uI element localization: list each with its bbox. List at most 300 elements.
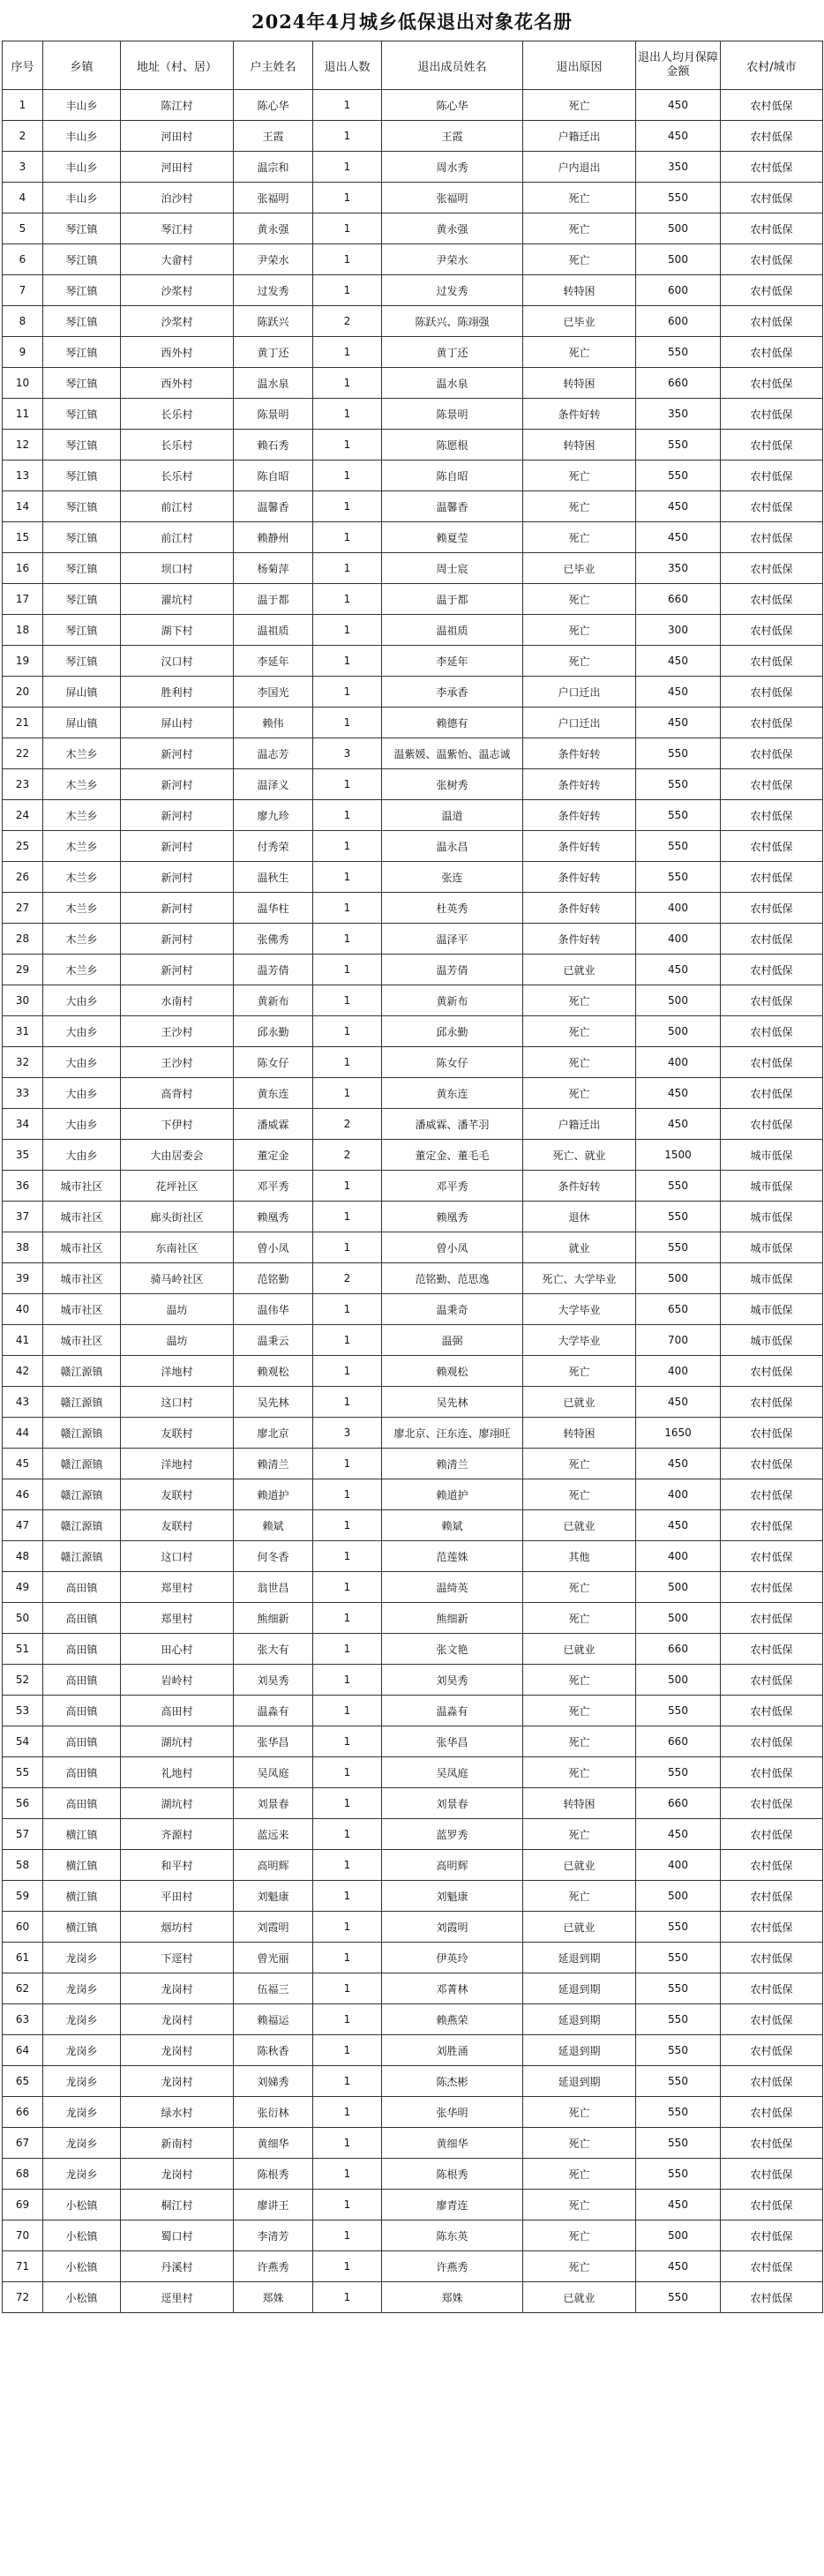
- cell-monthly-amount: 550: [636, 2282, 721, 2313]
- cell-monthly-amount: 500: [636, 244, 721, 275]
- cell-monthly-amount: 550: [636, 2128, 721, 2159]
- cell-exit-reason: 死亡: [523, 213, 636, 244]
- cell-exit-reason: 死亡: [523, 1819, 636, 1850]
- cell-township: 木兰乡: [43, 769, 121, 800]
- cell-township: 琴江镇: [43, 337, 121, 368]
- cell-exit-members: 邓平秀: [382, 1171, 523, 1202]
- cell-exit-count: 1: [313, 90, 382, 121]
- cell-monthly-amount: 450: [636, 708, 721, 738]
- cell-exit-count: 1: [313, 183, 382, 213]
- table-row: [3, 2190, 823, 2220]
- cell-township: 龙岗乡: [43, 2097, 121, 2128]
- cell-exit-count: 1: [313, 769, 382, 800]
- cell-township: 琴江镇: [43, 213, 121, 244]
- table-row: [3, 1881, 823, 1912]
- cell-exit-count: 1: [313, 1232, 382, 1263]
- cell-serial: 62: [3, 1973, 43, 2004]
- cell-exit-members: 温绮英: [382, 1572, 523, 1603]
- cell-rural-urban: 农村低保: [721, 2035, 823, 2066]
- cell-exit-count: 1: [313, 2220, 382, 2251]
- table-row: [3, 522, 823, 553]
- cell-rural-urban: 农村低保: [721, 491, 823, 522]
- header-exit-members: 退出成员姓名: [382, 41, 523, 90]
- cell-monthly-amount: 550: [636, 1943, 721, 1973]
- cell-household-head: 温祖质: [234, 615, 313, 646]
- cell-exit-count: 1: [313, 1912, 382, 1943]
- cell-address: 逕里村: [121, 2282, 234, 2313]
- cell-exit-members: 黄东连: [382, 1078, 523, 1109]
- cell-exit-reason: 大学毕业: [523, 1325, 636, 1356]
- cell-township: 琴江镇: [43, 275, 121, 306]
- cell-household-head: 曾小凤: [234, 1232, 313, 1263]
- cell-township: 高田镇: [43, 1788, 121, 1819]
- cell-exit-reason: 其他: [523, 1541, 636, 1572]
- cell-household-head: 杨菊萍: [234, 553, 313, 584]
- cell-household-head: 黄新布: [234, 985, 313, 1016]
- cell-rural-urban: 农村低保: [721, 1387, 823, 1418]
- cell-exit-reason: 死亡: [523, 2251, 636, 2282]
- cell-township: 龙岗乡: [43, 2159, 121, 2190]
- table-row: [3, 1078, 823, 1109]
- table-row: [3, 121, 823, 152]
- table-row: [3, 1387, 823, 1418]
- table-row: [3, 1047, 823, 1078]
- cell-township: 横江镇: [43, 1912, 121, 1943]
- cell-monthly-amount: 500: [636, 1016, 721, 1047]
- cell-address: 烟坊村: [121, 1912, 234, 1943]
- cell-exit-members: 赖夏莹: [382, 522, 523, 553]
- cell-serial: 71: [3, 2251, 43, 2282]
- cell-township: 琴江镇: [43, 306, 121, 337]
- cell-exit-count: 1: [313, 1541, 382, 1572]
- cell-exit-members: 范铭勤、范思逸: [382, 1263, 523, 1294]
- table-row: [3, 1726, 823, 1757]
- table-row: [3, 1634, 823, 1665]
- cell-household-head: 赖静州: [234, 522, 313, 553]
- cell-monthly-amount: 660: [636, 1634, 721, 1665]
- cell-exit-count: 1: [313, 1510, 382, 1541]
- cell-exit-reason: 死亡: [523, 491, 636, 522]
- cell-address: 高背村: [121, 1078, 234, 1109]
- cell-exit-members: 温于都: [382, 584, 523, 615]
- cell-township: 木兰乡: [43, 955, 121, 985]
- cell-exit-members: 赖道护: [382, 1479, 523, 1510]
- cell-exit-count: 1: [313, 2251, 382, 2282]
- cell-serial: 6: [3, 244, 43, 275]
- cell-rural-urban: 农村低保: [721, 522, 823, 553]
- table-row: [3, 1325, 823, 1356]
- cell-household-head: 温淼有: [234, 1696, 313, 1726]
- cell-rural-urban: 农村低保: [721, 461, 823, 491]
- cell-exit-reason: 已就业: [523, 955, 636, 985]
- cell-serial: 24: [3, 800, 43, 831]
- cell-township: 高田镇: [43, 1572, 121, 1603]
- cell-rural-urban: 城市低保: [721, 1294, 823, 1325]
- cell-household-head: 温泽义: [234, 769, 313, 800]
- cell-address: 王沙村: [121, 1016, 234, 1047]
- cell-serial: 25: [3, 831, 43, 862]
- cell-exit-count: 1: [313, 2159, 382, 2190]
- table-row: [3, 183, 823, 213]
- cell-rural-urban: 农村低保: [721, 1696, 823, 1726]
- cell-exit-count: 1: [313, 1943, 382, 1973]
- cell-household-head: 郑姝: [234, 2282, 313, 2313]
- cell-address: 桐江村: [121, 2190, 234, 2220]
- cell-exit-reason: 死亡: [523, 985, 636, 1016]
- cell-exit-count: 1: [313, 893, 382, 924]
- cell-township: 丰山乡: [43, 183, 121, 213]
- cell-serial: 18: [3, 615, 43, 646]
- cell-household-head: 王霞: [234, 121, 313, 152]
- cell-rural-urban: 农村低保: [721, 708, 823, 738]
- cell-exit-count: 1: [313, 1973, 382, 2004]
- cell-exit-count: 1: [313, 275, 382, 306]
- cell-exit-count: 1: [313, 2066, 382, 2097]
- cell-township: 城市社区: [43, 1325, 121, 1356]
- cell-monthly-amount: 550: [636, 862, 721, 893]
- cell-township: 城市社区: [43, 1171, 121, 1202]
- table-row: [3, 1819, 823, 1850]
- cell-rural-urban: 农村低保: [721, 1757, 823, 1788]
- cell-exit-count: 1: [313, 1726, 382, 1757]
- cell-address: 泊沙村: [121, 183, 234, 213]
- cell-exit-count: 1: [313, 584, 382, 615]
- cell-exit-reason: 条件好转: [523, 831, 636, 862]
- cell-serial: 41: [3, 1325, 43, 1356]
- cell-exit-members: 吴先林: [382, 1387, 523, 1418]
- cell-exit-count: 1: [313, 213, 382, 244]
- cell-township: 赣江源镇: [43, 1510, 121, 1541]
- cell-rural-urban: 农村低保: [721, 553, 823, 584]
- cell-serial: 39: [3, 1263, 43, 1294]
- cell-exit-members: 温弼: [382, 1325, 523, 1356]
- cell-rural-urban: 农村低保: [721, 738, 823, 769]
- cell-township: 琴江镇: [43, 461, 121, 491]
- cell-household-head: 温宗和: [234, 152, 313, 183]
- cell-address: 新河村: [121, 862, 234, 893]
- cell-rural-urban: 农村低保: [721, 1356, 823, 1387]
- cell-exit-reason: 死亡: [523, 1078, 636, 1109]
- cell-serial: 70: [3, 2220, 43, 2251]
- cell-exit-members: 蓝罗秀: [382, 1819, 523, 1850]
- cell-exit-count: 1: [313, 2004, 382, 2035]
- cell-serial: 42: [3, 1356, 43, 1387]
- cell-township: 屏山镇: [43, 677, 121, 708]
- cell-serial: 66: [3, 2097, 43, 2128]
- cell-township: 屏山镇: [43, 708, 121, 738]
- cell-serial: 50: [3, 1603, 43, 1634]
- cell-address: 屏山村: [121, 708, 234, 738]
- table-row: [3, 738, 823, 769]
- cell-exit-members: 刘魁康: [382, 1881, 523, 1912]
- cell-exit-reason: 已就业: [523, 1510, 636, 1541]
- cell-serial: 64: [3, 2035, 43, 2066]
- cell-address: 温坊: [121, 1294, 234, 1325]
- cell-household-head: 刘景春: [234, 1788, 313, 1819]
- cell-address: 湖下村: [121, 615, 234, 646]
- cell-exit-members: 陈跃兴、陈翊强: [382, 306, 523, 337]
- table-row: [3, 1202, 823, 1232]
- cell-exit-members: 温水泉: [382, 368, 523, 399]
- cell-exit-reason: 死亡: [523, 2190, 636, 2220]
- cell-household-head: 张大有: [234, 1634, 313, 1665]
- cell-serial: 8: [3, 306, 43, 337]
- cell-rural-urban: 农村低保: [721, 1510, 823, 1541]
- cell-exit-members: 赖斌: [382, 1510, 523, 1541]
- table-row: [3, 275, 823, 306]
- cell-rural-urban: 城市低保: [721, 1232, 823, 1263]
- cell-address: 礼地村: [121, 1757, 234, 1788]
- cell-exit-members: 陈心华: [382, 90, 523, 121]
- cell-serial: 34: [3, 1109, 43, 1140]
- table-row: [3, 553, 823, 584]
- cell-township: 龙岗乡: [43, 2035, 121, 2066]
- cell-serial: 27: [3, 893, 43, 924]
- table-row: [3, 831, 823, 862]
- cell-rural-urban: 城市低保: [721, 1325, 823, 1356]
- cell-township: 大由乡: [43, 1140, 121, 1171]
- table-row: [3, 2282, 823, 2313]
- cell-township: 赣江源镇: [43, 1387, 121, 1418]
- cell-exit-reason: 死亡: [523, 2220, 636, 2251]
- cell-exit-members: 邱永勤: [382, 1016, 523, 1047]
- cell-exit-count: 1: [313, 1696, 382, 1726]
- cell-household-head: 黄丁还: [234, 337, 313, 368]
- cell-township: 小松镇: [43, 2282, 121, 2313]
- cell-serial: 59: [3, 1881, 43, 1912]
- cell-address: 郑里村: [121, 1572, 234, 1603]
- cell-monthly-amount: 450: [636, 2190, 721, 2220]
- table-row: [3, 2159, 823, 2190]
- cell-township: 龙岗乡: [43, 2004, 121, 2035]
- cell-exit-reason: 条件好转: [523, 924, 636, 955]
- cell-serial: 35: [3, 1140, 43, 1171]
- cell-rural-urban: 农村低保: [721, 368, 823, 399]
- cell-address: 湖坑村: [121, 1788, 234, 1819]
- cell-monthly-amount: 450: [636, 1387, 721, 1418]
- cell-address: 这口村: [121, 1541, 234, 1572]
- cell-monthly-amount: 550: [636, 337, 721, 368]
- cell-household-head: 邱永勤: [234, 1016, 313, 1047]
- table-row: [3, 1696, 823, 1726]
- cell-exit-members: 陈愿根: [382, 430, 523, 461]
- cell-rural-urban: 农村低保: [721, 1788, 823, 1819]
- cell-township: 木兰乡: [43, 800, 121, 831]
- cell-exit-reason: 死亡、大学毕业: [523, 1263, 636, 1294]
- cell-exit-reason: 延退到期: [523, 1943, 636, 1973]
- cell-address: 坝口村: [121, 553, 234, 584]
- cell-exit-reason: 条件好转: [523, 862, 636, 893]
- cell-household-head: 熊细新: [234, 1603, 313, 1634]
- cell-monthly-amount: 450: [636, 522, 721, 553]
- cell-serial: 56: [3, 1788, 43, 1819]
- table-row: [3, 1973, 823, 2004]
- cell-serial: 44: [3, 1418, 43, 1449]
- cell-exit-reason: 死亡: [523, 183, 636, 213]
- cell-monthly-amount: 450: [636, 1449, 721, 1479]
- cell-township: 木兰乡: [43, 831, 121, 862]
- cell-exit-reason: 延退到期: [523, 1973, 636, 2004]
- table-row: [3, 2097, 823, 2128]
- cell-exit-members: 黄新布: [382, 985, 523, 1016]
- cell-household-head: 廖九珍: [234, 800, 313, 831]
- cell-township: 城市社区: [43, 1263, 121, 1294]
- cell-monthly-amount: 550: [636, 2159, 721, 2190]
- cell-exit-members: 曾小凤: [382, 1232, 523, 1263]
- cell-exit-reason: 死亡: [523, 2159, 636, 2190]
- cell-serial: 40: [3, 1294, 43, 1325]
- cell-exit-reason: 已就业: [523, 1850, 636, 1881]
- table-row: [3, 1912, 823, 1943]
- table-row: [3, 152, 823, 183]
- table-row: [3, 2220, 823, 2251]
- cell-serial: 4: [3, 183, 43, 213]
- cell-address: 骑马岭社区: [121, 1263, 234, 1294]
- cell-address: 长乐村: [121, 399, 234, 430]
- cell-township: 大由乡: [43, 1047, 121, 1078]
- cell-township: 丰山乡: [43, 152, 121, 183]
- cell-exit-count: 1: [313, 924, 382, 955]
- cell-serial: 12: [3, 430, 43, 461]
- cell-township: 大由乡: [43, 1016, 121, 1047]
- cell-rural-urban: 农村低保: [721, 1634, 823, 1665]
- cell-exit-members: 温祖质: [382, 615, 523, 646]
- cell-monthly-amount: 550: [636, 183, 721, 213]
- cell-household-head: 黄永强: [234, 213, 313, 244]
- cell-serial: 65: [3, 2066, 43, 2097]
- cell-exit-count: 1: [313, 522, 382, 553]
- cell-serial: 20: [3, 677, 43, 708]
- cell-rural-urban: 农村低保: [721, 2190, 823, 2220]
- cell-rural-urban: 农村低保: [721, 1819, 823, 1850]
- cell-township: 木兰乡: [43, 924, 121, 955]
- cell-household-head: 蓝远来: [234, 1819, 313, 1850]
- cell-household-head: 刘娣秀: [234, 2066, 313, 2097]
- cell-serial: 30: [3, 985, 43, 1016]
- cell-address: 绿水村: [121, 2097, 234, 2128]
- cell-township: 大由乡: [43, 1109, 121, 1140]
- cell-township: 高田镇: [43, 1757, 121, 1788]
- table-row: [3, 1232, 823, 1263]
- cell-exit-count: 1: [313, 862, 382, 893]
- cell-township: 龙岗乡: [43, 1943, 121, 1973]
- cell-rural-urban: 农村低保: [721, 121, 823, 152]
- cell-exit-reason: 死亡: [523, 1479, 636, 1510]
- cell-township: 木兰乡: [43, 738, 121, 769]
- cell-address: 友联村: [121, 1479, 234, 1510]
- cell-household-head: 陈秋香: [234, 2035, 313, 2066]
- cell-serial: 31: [3, 1016, 43, 1047]
- cell-rural-urban: 农村低保: [721, 1449, 823, 1479]
- header-township: 乡镇: [43, 41, 121, 90]
- cell-township: 赣江源镇: [43, 1418, 121, 1449]
- table-row: [3, 1263, 823, 1294]
- cell-address: 前江村: [121, 491, 234, 522]
- cell-monthly-amount: 550: [636, 1912, 721, 1943]
- cell-exit-reason: 转特困: [523, 368, 636, 399]
- cell-monthly-amount: 550: [636, 769, 721, 800]
- cell-exit-members: 张树秀: [382, 769, 523, 800]
- cell-exit-reason: 死亡: [523, 1665, 636, 1696]
- cell-exit-reason: 死亡: [523, 1047, 636, 1078]
- cell-address: 花坪社区: [121, 1171, 234, 1202]
- cell-exit-members: 张连: [382, 862, 523, 893]
- cell-monthly-amount: 550: [636, 430, 721, 461]
- cell-household-head: 赖福运: [234, 2004, 313, 2035]
- cell-rural-urban: 农村低保: [721, 1418, 823, 1449]
- cell-exit-members: 廖北京、汪东连、廖翊旺: [382, 1418, 523, 1449]
- cell-exit-reason: 死亡: [523, 1757, 636, 1788]
- cell-township: 小松镇: [43, 2220, 121, 2251]
- table-row: [3, 368, 823, 399]
- cell-exit-count: 2: [313, 306, 382, 337]
- cell-household-head: 陈自昭: [234, 461, 313, 491]
- cell-exit-reason: 死亡、就业: [523, 1140, 636, 1171]
- cell-address: 西外村: [121, 337, 234, 368]
- cell-township: 琴江镇: [43, 368, 121, 399]
- cell-household-head: 尹荣水: [234, 244, 313, 275]
- cell-serial: 57: [3, 1819, 43, 1850]
- cell-monthly-amount: 450: [636, 90, 721, 121]
- cell-monthly-amount: 450: [636, 1510, 721, 1541]
- cell-serial: 46: [3, 1479, 43, 1510]
- cell-household-head: 温水泉: [234, 368, 313, 399]
- cell-serial: 36: [3, 1171, 43, 1202]
- table-row: [3, 708, 823, 738]
- table-row: [3, 955, 823, 985]
- cell-address: 郑里村: [121, 1603, 234, 1634]
- cell-exit-count: 1: [313, 677, 382, 708]
- cell-monthly-amount: 450: [636, 677, 721, 708]
- cell-exit-reason: 死亡: [523, 337, 636, 368]
- cell-exit-reason: 死亡: [523, 584, 636, 615]
- cell-exit-count: 1: [313, 461, 382, 491]
- cell-exit-members: 过发秀: [382, 275, 523, 306]
- cell-exit-reason: 条件好转: [523, 1171, 636, 1202]
- cell-exit-count: 1: [313, 1449, 382, 1479]
- cell-exit-count: 1: [313, 1294, 382, 1325]
- cell-monthly-amount: 500: [636, 1263, 721, 1294]
- cell-rural-urban: 农村低保: [721, 1973, 823, 2004]
- cell-exit-members: 黄丁还: [382, 337, 523, 368]
- cell-monthly-amount: 550: [636, 1202, 721, 1232]
- table-row: [3, 1757, 823, 1788]
- cell-exit-members: 陈女仔: [382, 1047, 523, 1078]
- cell-exit-count: 1: [313, 152, 382, 183]
- cell-address: 龙岗村: [121, 2159, 234, 2190]
- cell-household-head: 李延年: [234, 646, 313, 677]
- cell-monthly-amount: 550: [636, 1232, 721, 1263]
- cell-monthly-amount: 450: [636, 1819, 721, 1850]
- cell-township: 琴江镇: [43, 430, 121, 461]
- cell-monthly-amount: 700: [636, 1325, 721, 1356]
- cell-monthly-amount: 400: [636, 1047, 721, 1078]
- cell-rural-urban: 农村低保: [721, 924, 823, 955]
- cell-exit-members: 高明辉: [382, 1850, 523, 1881]
- cell-household-head: 吴先林: [234, 1387, 313, 1418]
- cell-rural-urban: 农村低保: [721, 1665, 823, 1696]
- cell-monthly-amount: 450: [636, 491, 721, 522]
- cell-township: 小松镇: [43, 2190, 121, 2220]
- cell-exit-members: 陈东英: [382, 2220, 523, 2251]
- cell-exit-members: 陈杰彬: [382, 2066, 523, 2097]
- cell-exit-count: 1: [313, 1078, 382, 1109]
- cell-rural-urban: 农村低保: [721, 337, 823, 368]
- cell-household-head: 陈根秀: [234, 2159, 313, 2190]
- cell-serial: 69: [3, 2190, 43, 2220]
- cell-address: 龙岗村: [121, 2066, 234, 2097]
- cell-township: 大由乡: [43, 1078, 121, 1109]
